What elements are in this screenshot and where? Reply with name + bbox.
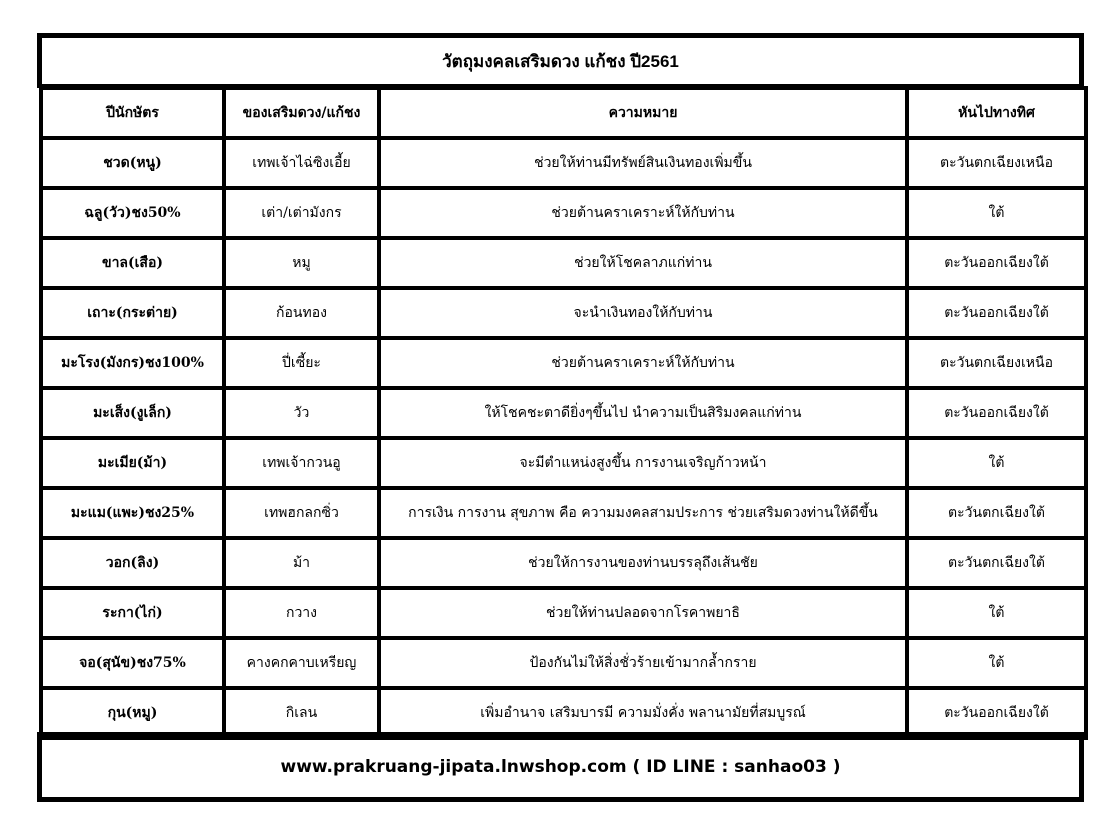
- item-cell: เทพเจ้าไฉ่ซิงเอี้ย: [224, 138, 379, 188]
- meaning-cell: จะมีตำแหน่งสูงขึ้น การงานเจริญก้าวหน้า: [379, 438, 907, 488]
- item-cell: ก้อนทอง: [224, 288, 379, 338]
- table-row: [41, 538, 1086, 588]
- meaning-cell: ป้องกันไม่ให้สิ่งชั่วร้ายเข้ามากล้ำกราย: [379, 638, 907, 688]
- zodiac-cell: มะเมีย(ม้า): [41, 438, 224, 488]
- item-cell: ปี่เซี้ยะ: [224, 338, 379, 388]
- table-row: [41, 388, 1086, 438]
- item-cell: เทพฮกลกซิ่ว: [224, 488, 379, 538]
- table-row: [41, 438, 1086, 488]
- zodiac-cell: ชวด(หนู): [41, 138, 224, 188]
- table-row: [41, 638, 1086, 688]
- table-row: [41, 688, 1086, 738]
- meaning-cell: จะนำเงินทองให้กับท่าน: [379, 288, 907, 338]
- item-cell: เทพเจ้ากวนอู: [224, 438, 379, 488]
- item-cell: หมู: [224, 238, 379, 288]
- direction-cell: ตะวันออกเฉียงใต้: [907, 288, 1086, 338]
- zodiac-cell: จอ(สุนัข)ชง75%: [41, 638, 224, 688]
- table-row: [41, 588, 1086, 638]
- direction-cell: ใต้: [907, 638, 1086, 688]
- zodiac-cell: เถาะ(กระต่าย): [41, 288, 224, 338]
- direction-cell: ใต้: [907, 438, 1086, 488]
- direction-cell: ตะวันออกเฉียงใต้: [907, 388, 1086, 438]
- meaning-cell: เพิ่มอำนาจ เสริมบารมี ความมั่งคั่ง พลานามัยที่สมบูรณ์: [379, 688, 907, 738]
- item-cell: กวาง: [224, 588, 379, 638]
- table-row: [41, 188, 1086, 238]
- direction-cell: ตะวันออกเฉียงใต้: [907, 688, 1086, 738]
- direction-cell: ตะวันออกเฉียงใต้: [907, 238, 1086, 288]
- column-header-amulet-item: ของเสริมดวง/แก้ชง: [224, 88, 379, 138]
- direction-cell: ตะวันตกเฉียงใต้: [907, 538, 1086, 588]
- meaning-cell: ช่วยต้านคราเคราะห์ให้กับท่าน: [379, 338, 907, 388]
- meaning-cell: ช่วยให้โชคลาภแก่ท่าน: [379, 238, 907, 288]
- zodiac-cell: มะเส็ง(งูเล็ก): [41, 388, 224, 438]
- direction-cell: ใต้: [907, 588, 1086, 638]
- meaning-cell: การเงิน การงาน สุขภาพ คือ ความมงคลสามประการ ช่วยเสริมดวงท่านให้ดีขึ้น: [379, 488, 907, 538]
- table-row: [41, 288, 1086, 338]
- footer-shop-contact: www.prakruang-jipata.lnwshop.com ( ID LINE : sanhao03 ): [37, 732, 1084, 802]
- amulet-table: [39, 86, 1088, 740]
- column-header-zodiac-year: ปีนักษัตร: [41, 88, 224, 138]
- table-row: [41, 138, 1086, 188]
- zodiac-cell: มะโรง(มังกร)ชง100%: [41, 338, 224, 388]
- zodiac-cell: ฉลู(วัว)ชง50%: [41, 188, 224, 238]
- direction-cell: ใต้: [907, 188, 1086, 238]
- table-title: วัตถุมงคลเสริมดวง แก้ชง ปี2561: [37, 33, 1084, 88]
- zodiac-cell: มะแม(แพะ)ชง25%: [41, 488, 224, 538]
- zodiac-cell: กุน(หมู): [41, 688, 224, 738]
- meaning-cell: ช่วยให้ท่านมีทรัพย์สินเงินทองเพิ่มขึ้น: [379, 138, 907, 188]
- meaning-cell: ช่วยต้านคราเคราะห์ให้กับท่าน: [379, 188, 907, 238]
- column-header-direction: หันไปทางทิศ: [907, 88, 1086, 138]
- meaning-cell: ให้โชคชะตาดียิ่งๆขึ้นไป นำความเป็นสิริมงคลแก่ท่าน: [379, 388, 907, 438]
- table-row: [41, 238, 1086, 288]
- item-cell: วัว: [224, 388, 379, 438]
- table-row: [41, 488, 1086, 538]
- item-cell: เต่า/เต่ามังกร: [224, 188, 379, 238]
- direction-cell: ตะวันตกเฉียงเหนือ: [907, 338, 1086, 388]
- direction-cell: ตะวันตกเฉียงเหนือ: [907, 138, 1086, 188]
- item-cell: กิเลน: [224, 688, 379, 738]
- direction-cell: ตะวันตกเฉียงใต้: [907, 488, 1086, 538]
- item-cell: ม้า: [224, 538, 379, 588]
- item-cell: คางคกคาบเหรียญ: [224, 638, 379, 688]
- header-row: [41, 88, 1086, 138]
- meaning-cell: ช่วยให้การงานของท่านบรรลุถึงเส้นชัย: [379, 538, 907, 588]
- zodiac-cell: ระกา(ไก่): [41, 588, 224, 638]
- meaning-cell: ช่วยให้ท่านปลอดจากโรคาพยาธิ: [379, 588, 907, 638]
- table-row: [41, 338, 1086, 388]
- column-header-meaning: ความหมาย: [379, 88, 907, 138]
- zodiac-cell: ขาล(เสือ): [41, 238, 224, 288]
- zodiac-cell: วอก(ลิง): [41, 538, 224, 588]
